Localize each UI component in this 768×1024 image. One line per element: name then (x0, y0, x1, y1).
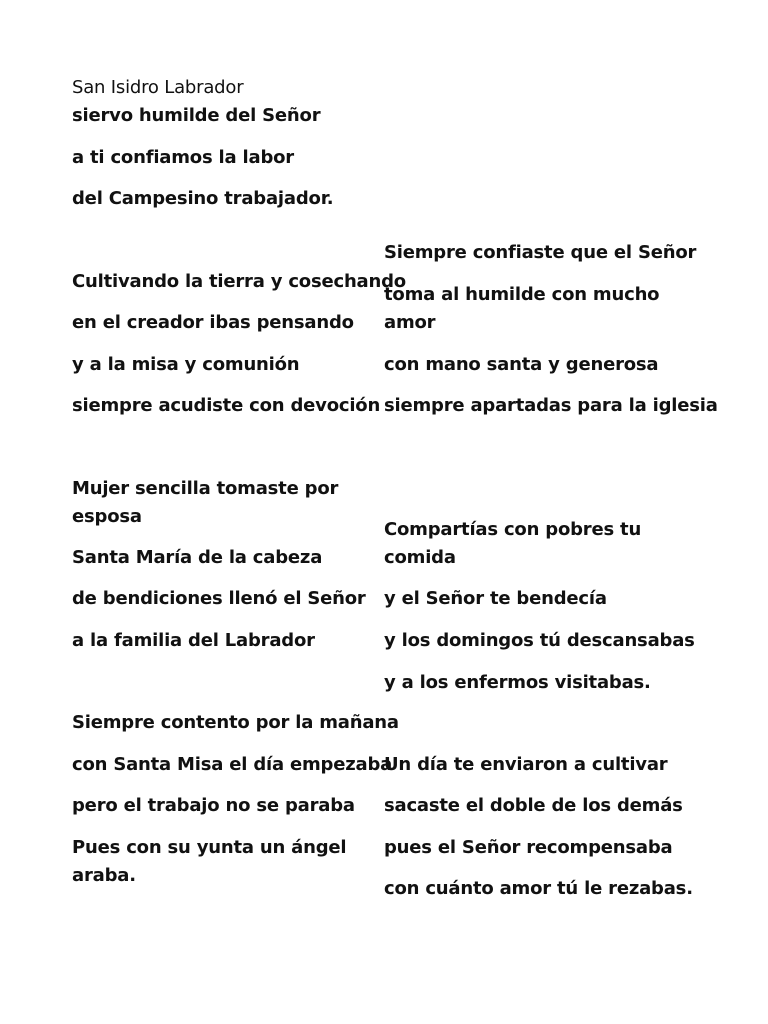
left-s1-line-3: y a la misa y comunión (72, 354, 300, 375)
intro-line-1: siervo humilde del Señor (72, 105, 321, 126)
right-s3-line-3: pues el Señor recompensaba (384, 837, 673, 858)
left-s2-line-2: esposa (72, 506, 142, 527)
intro-line-2: a ti confiamos la labor (72, 147, 294, 168)
right-s2-line-4: y los domingos tú descansabas (384, 630, 695, 651)
left-s2-line-4: de bendiciones llenó el Señor (72, 588, 366, 609)
left-s1-line-2: en el creador ibas pensando (72, 312, 354, 333)
right-s2-line-2: comida (384, 547, 456, 568)
right-s1-line-3: amor (384, 312, 436, 333)
right-s3-line-4: con cuánto amor tú le rezabas. (384, 878, 693, 899)
right-s1-line-1: Siempre confiaste que el Señor (384, 242, 697, 263)
right-s1-line-5: siempre apartadas para la iglesia (384, 395, 718, 416)
left-s2-line-5: a la familia del Labrador (72, 630, 315, 651)
left-s1-line-4: siempre acudiste con devoción (72, 395, 381, 416)
left-s3-line-1: Siempre contento por la mañana (72, 712, 399, 733)
right-s3-line-1: Un día te enviaron a cultivar (384, 754, 668, 775)
left-s2-line-1: Mujer sencilla tomaste por (72, 478, 339, 499)
left-s2-line-3: Santa María de la cabeza (72, 547, 323, 568)
left-s1-line-1: Cultivando la tierra y cosechando (72, 271, 406, 292)
right-s3-line-2: sacaste el doble de los demás (384, 795, 683, 816)
left-s3-line-3: pero el trabajo no se paraba (72, 795, 355, 816)
right-s1-line-4: con mano santa y generosa (384, 354, 659, 375)
right-s2-line-5: y a los enfermos visitabas. (384, 672, 651, 693)
right-s1-line-2: toma al humilde con mucho (384, 284, 660, 305)
right-s2-line-3: y el Señor te bendecía (384, 588, 607, 609)
left-s3-line-2: con Santa Misa el día empezaba (72, 754, 393, 775)
intro-line-3: del Campesino trabajador. (72, 188, 334, 209)
left-s3-line-5: araba. (72, 865, 136, 886)
poem-title: San Isidro Labrador (72, 77, 244, 98)
right-s2-line-1: Compartías con pobres tu (384, 519, 642, 540)
left-s3-line-4: Pues con su yunta un ángel (72, 837, 347, 858)
